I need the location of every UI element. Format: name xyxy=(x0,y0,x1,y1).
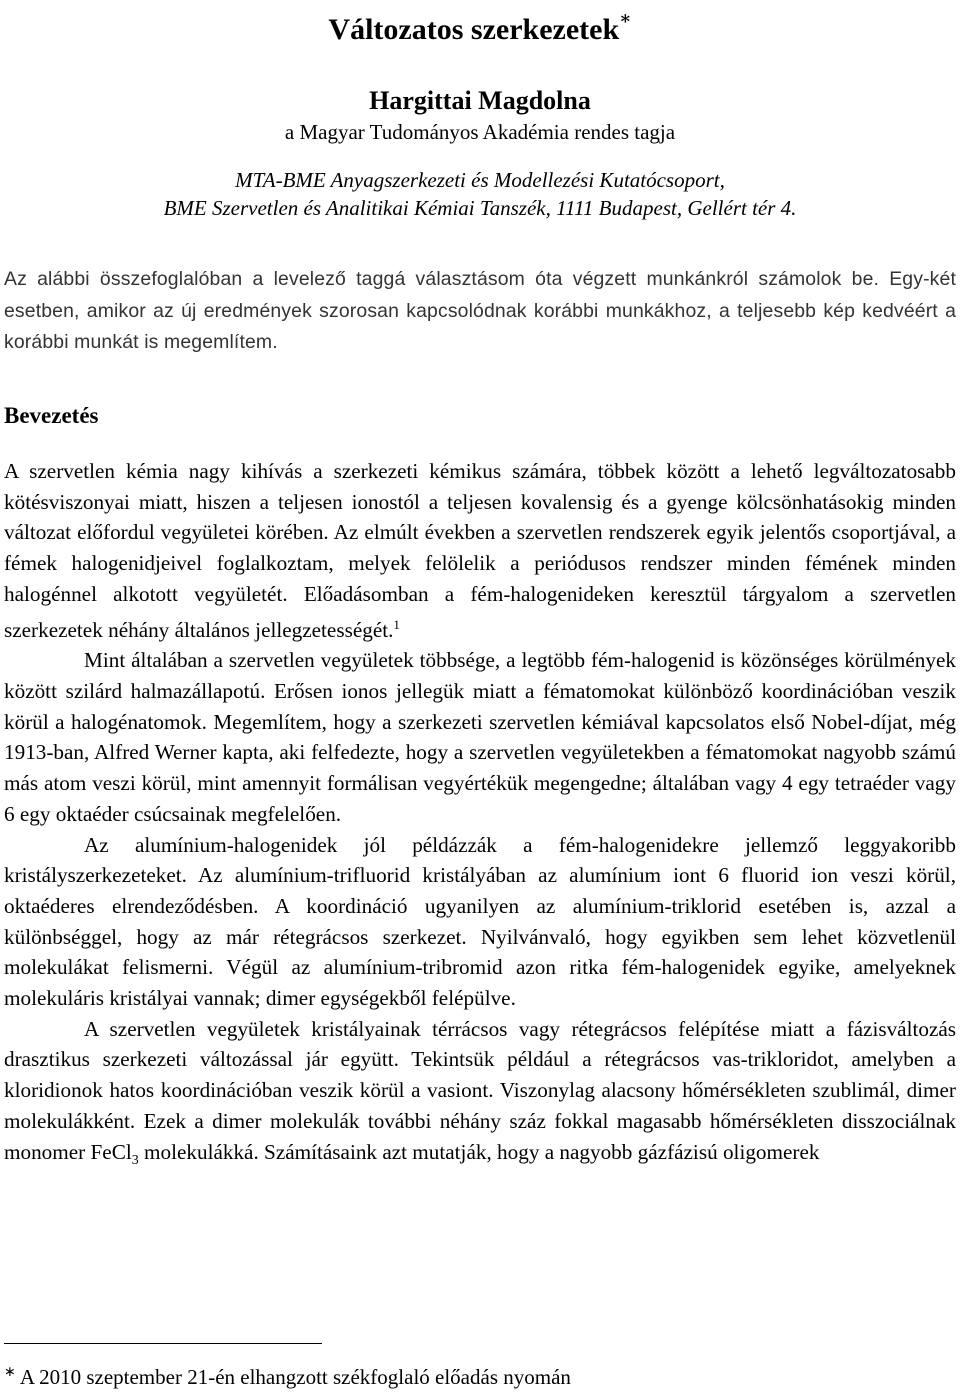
formula-subscript: 3 xyxy=(131,1152,139,1168)
footnote-divider xyxy=(4,1343,322,1344)
abstract-paragraph: Az alábbi összefoglalóban a levelező taggá választásom óta végzett munkánkról számolok be. Egy-két esetben, amikor az új eredmények szorosan kapcsolódnak korábbi munkákhoz, a teljesebb kép kedvéért a korábbi munkát is megemlítem. xyxy=(4,268,956,353)
paragraph-4-continuation: molekulákká. Számításaink azt mutatják, hogy a nagyobb gázfázisú oligomerek xyxy=(144,1139,820,1164)
reference-marker: 1 xyxy=(393,616,400,632)
title-text: Változatos szerkezetek xyxy=(328,13,620,46)
body-paragraph-1 xyxy=(4,456,956,645)
paragraph-1-text: A szervetlen kémia nagy kihívás a szerkezeti kémikus számára, többek között a lehető legváltozatosabb kötésviszonyai miatt, hiszen a teljesen ionostól a teljesen kovalensig és a gyenge kölcsönhatásokig minden változat előfordul vegyületei körében. Az elmúlt években a szervetlen rendszerek egyik jelentős csoportjával, a fémek halogenidjeivel foglalkoztam, melyek felölelik a periódusos rendszer minden fémének minden halogénnel alkotott vegyületét. Előadásomban a fém-halogenideken keresztül tárgyalom a szervetlen szerkezetek néhány általános jellegzetességét. xyxy=(4,459,956,642)
document-title xyxy=(0,2,960,50)
paragraph-4-text: A szervetlen vegyületek kristályainak térrácsos vagy rétegrácsos felépítése miatt a fázisváltozás drasztikus szerkezeti változással jár együtt. Tekintsük például a rétegrácsos vas-trikloridot, amelyben a kloridionok hatos koordinációban veszik körül a vasiont. Viszonylag alacsony hőmérsékleten szublimál, dimer molekulákként. Ezek a dimer molekulák további néhány száz fokkal magasabb hőmérsékleten disszociálnak monomer xyxy=(4,1016,956,1164)
footnote-text: A 2010 szeptember 21-én elhangzott székfoglaló előadás nyomán xyxy=(19,1365,571,1389)
footnote xyxy=(4,1358,571,1392)
section-heading: Bevezetés xyxy=(4,403,99,428)
author-name: Hargittai Magdolna xyxy=(369,86,591,115)
body-paragraph-3: Az alumínium-halogenidek jól példázzák a fém-halogenidekre jellemző leggyakoribb kristályszerkezeteket. Az alumínium-trifluorid kristályában az alumínium iont 6 fluorid ion veszi körül, oktaéderes elrendeződésben. A koordináció ugyanilyen az alumínium-triklorid esetében is, azzal a különbséggel, hogy az már rétegrácsos szerkezet. Nyilvánvaló, hogy egyikben sem lehet közvetlenül molekulákat felismerni. Végül az alumínium-tribromid azon ritka fém-halogenidek egyike, amelyeknek molekuláris kristályai vannak; dimer egységekből felépülve. xyxy=(4,832,956,1011)
title-footnote-mark: ∗ xyxy=(619,8,632,28)
affiliation-line-1: MTA-BME Anyagszerkezeti és Modellezési Kutatócsoport, xyxy=(235,168,725,192)
chemical-formula xyxy=(90,1139,139,1168)
formula-base: FeCl xyxy=(90,1139,132,1164)
author-role: a Magyar Tudományos Akadémia rendes tagja xyxy=(284,120,676,144)
body-paragraph-2: Mint általában a szervetlen vegyületek többsége, a legtöbb fém-halogenid is közönséges körülmények között szilárd halmazállapotú. Erősen ionos jellegük miatt a fématomokat különböző koordinációban veszik körül a halogénatomok. Megemlítem, hogy a szerkezeti szervetlen kémiával kapcsolatos első Nobel-díjat, még 1913-ban, Alfred Werner kapta, aki felfedezte, hogy a szervetlen vegyületekben a fématomokat nagyobb számú más atom veszi körül, mint amennyit formálisan vegyértékük megengedne; általában vagy 4 egy tetraéder vagy 6 egy oktaéder csúcsainak megfelelően. xyxy=(4,648,956,826)
section-body xyxy=(4,456,956,1176)
body-paragraph-4 xyxy=(4,1014,956,1177)
footnote-mark: ∗ xyxy=(4,1365,16,1380)
affiliation-line-2: BME Szervetlen és Analitikai Kémiai Tanszék, 1111 Budapest, Gellért tér 4. xyxy=(163,196,797,220)
